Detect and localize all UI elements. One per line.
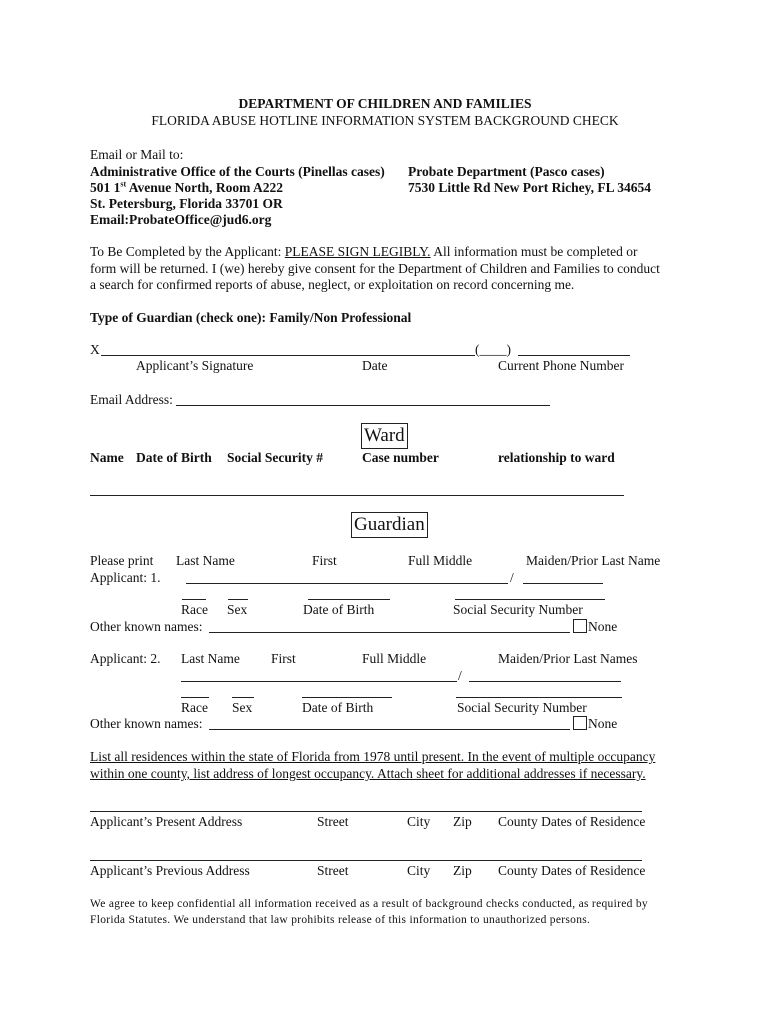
guardian-type-label: Type of Guardian (check one): Family/Non Professional <box>90 310 412 325</box>
email-label: Email Address: <box>90 392 173 407</box>
sex-label: Sex <box>227 602 248 617</box>
applicant2-none-option[interactable]: None <box>573 716 617 732</box>
zip-label: Zip <box>453 863 472 878</box>
ward-name-label: Name <box>90 450 124 465</box>
instructions-line2: form will be returned. I (we) hereby give consent for the Department of Children and Families to conduct <box>90 261 660 276</box>
applicant1-none-option[interactable]: None <box>573 619 617 635</box>
ward-info-field[interactable] <box>90 495 624 496</box>
applicant1-race-field[interactable] <box>182 599 206 600</box>
applicant2-name-field[interactable] <box>181 681 457 682</box>
county-dates-label: County Dates of Residence <box>498 863 646 878</box>
checkbox-icon[interactable] <box>573 716 587 730</box>
ward-heading: Ward <box>361 423 408 449</box>
previous-address-label: Applicant’s Previous Address <box>90 863 250 878</box>
applicant2-race-field[interactable] <box>181 697 209 698</box>
city-label: City <box>407 863 431 878</box>
other-names-label: Other known names: <box>90 716 203 731</box>
applicant2-other-names-field[interactable] <box>209 729 570 730</box>
present-address-field[interactable] <box>90 811 642 812</box>
first-name-label: First <box>271 651 296 666</box>
phone-label: Current Phone Number <box>498 358 624 373</box>
phone-field[interactable] <box>518 355 630 356</box>
dob-label: Date of Birth <box>302 700 374 715</box>
agreement-line1: We agree to keep confidential all information received as a result of background checks conducted, as required by <box>90 898 648 910</box>
phone-area-code[interactable]: (____) <box>475 342 511 357</box>
instructions-line1: To Be Completed by the Applicant: PLEASE SIGN LEGIBLY. All information must be completed or <box>90 244 638 259</box>
residences-instructions-line1: List all residences within the state of Florida from 1978 until present. In the event of multiple occupancy <box>90 749 656 764</box>
instructions-line3: a search for confirmed reports of abuse, neglect, or exploitation on record concerning me. <box>90 277 575 292</box>
form-title: DEPARTMENT OF CHILDREN AND FAMILIES <box>238 96 532 111</box>
dob-label: Date of Birth <box>303 602 375 617</box>
previous-address-field[interactable] <box>90 860 642 861</box>
mail-intro: Email or Mail to: <box>90 147 184 162</box>
applicant2-sex-field[interactable] <box>232 697 254 698</box>
slash: / <box>458 668 462 683</box>
sex-label: Sex <box>232 700 253 715</box>
aoc-office: Administrative Office of the Courts (Pinellas cases) <box>90 164 385 179</box>
applicant2-dob-field[interactable] <box>302 697 392 698</box>
probate-office: Probate Department (Pasco cases) <box>408 164 605 179</box>
street-label: Street <box>317 863 349 878</box>
zip-label: Zip <box>453 814 472 829</box>
please-print-label: Please print <box>90 553 154 568</box>
applicant2-label: Applicant: 2. <box>90 651 161 666</box>
ssn-label: Social Security Number <box>453 602 583 617</box>
applicant1-dob-field[interactable] <box>308 599 390 600</box>
street-label: Street <box>317 814 349 829</box>
aoc-email: Email:ProbateOffice@jud6.org <box>90 212 272 227</box>
maiden-name-label: Maiden/Prior Last Name <box>526 553 661 568</box>
middle-name-label: Full Middle <box>362 651 427 666</box>
email-field[interactable] <box>176 405 550 406</box>
ssn-label: Social Security Number <box>457 700 587 715</box>
city-label: City <box>407 814 431 829</box>
applicant1-name-field[interactable] <box>186 583 508 584</box>
signature-label: Applicant’s Signature <box>136 358 254 373</box>
ward-relationship-label: relationship to ward <box>498 450 615 465</box>
applicant1-ssn-field[interactable] <box>455 599 605 600</box>
county-dates-label: County Dates of Residence <box>498 814 646 829</box>
date-label: Date <box>362 358 388 373</box>
aoc-street: 501 1st Avenue North, Room A222 <box>90 179 284 195</box>
applicant1-other-names-field[interactable] <box>209 632 570 633</box>
ward-case-label: Case number <box>362 450 439 465</box>
ward-dob-label: Date of Birth <box>136 450 212 465</box>
checkbox-icon[interactable] <box>573 619 587 633</box>
present-address-label: Applicant’s Present Address <box>90 814 243 829</box>
slash: / <box>510 570 514 585</box>
signature-field[interactable] <box>101 355 475 356</box>
ward-ssn-label: Social Security # <box>227 450 323 465</box>
probate-address: 7530 Little Rd New Port Richey, FL 34654 <box>408 180 651 195</box>
applicant1-maiden-field[interactable] <box>523 583 603 584</box>
last-name-label: Last Name <box>181 651 240 666</box>
maiden-names-label: Maiden/Prior Last Names <box>498 651 638 666</box>
applicant1-sex-field[interactable] <box>228 599 248 600</box>
agreement-line2: Florida Statutes. We understand that law prohibits release of this information to unauthorized persons. <box>90 914 591 926</box>
signature-x-mark: X <box>90 342 100 357</box>
middle-name-label: Full Middle <box>408 553 473 568</box>
aoc-city: St. Petersburg, Florida 33701 OR <box>90 196 283 211</box>
last-name-label: Last Name <box>176 553 235 568</box>
applicant2-maiden-field[interactable] <box>469 681 621 682</box>
first-name-label: First <box>312 553 337 568</box>
applicant2-ssn-field[interactable] <box>456 697 622 698</box>
race-label: Race <box>181 700 208 715</box>
form-subtitle: FLORIDA ABUSE HOTLINE INFORMATION SYSTEM BACKGROUND CHECK <box>151 113 619 128</box>
residences-instructions-line2: within one county, list address of longest occupancy. Attach sheet for additional addresses if necessary. <box>90 766 646 781</box>
applicant1-label: Applicant: 1. <box>90 570 161 585</box>
race-label: Race <box>181 602 208 617</box>
other-names-label: Other known names: <box>90 619 203 634</box>
guardian-heading: Guardian <box>351 512 428 538</box>
